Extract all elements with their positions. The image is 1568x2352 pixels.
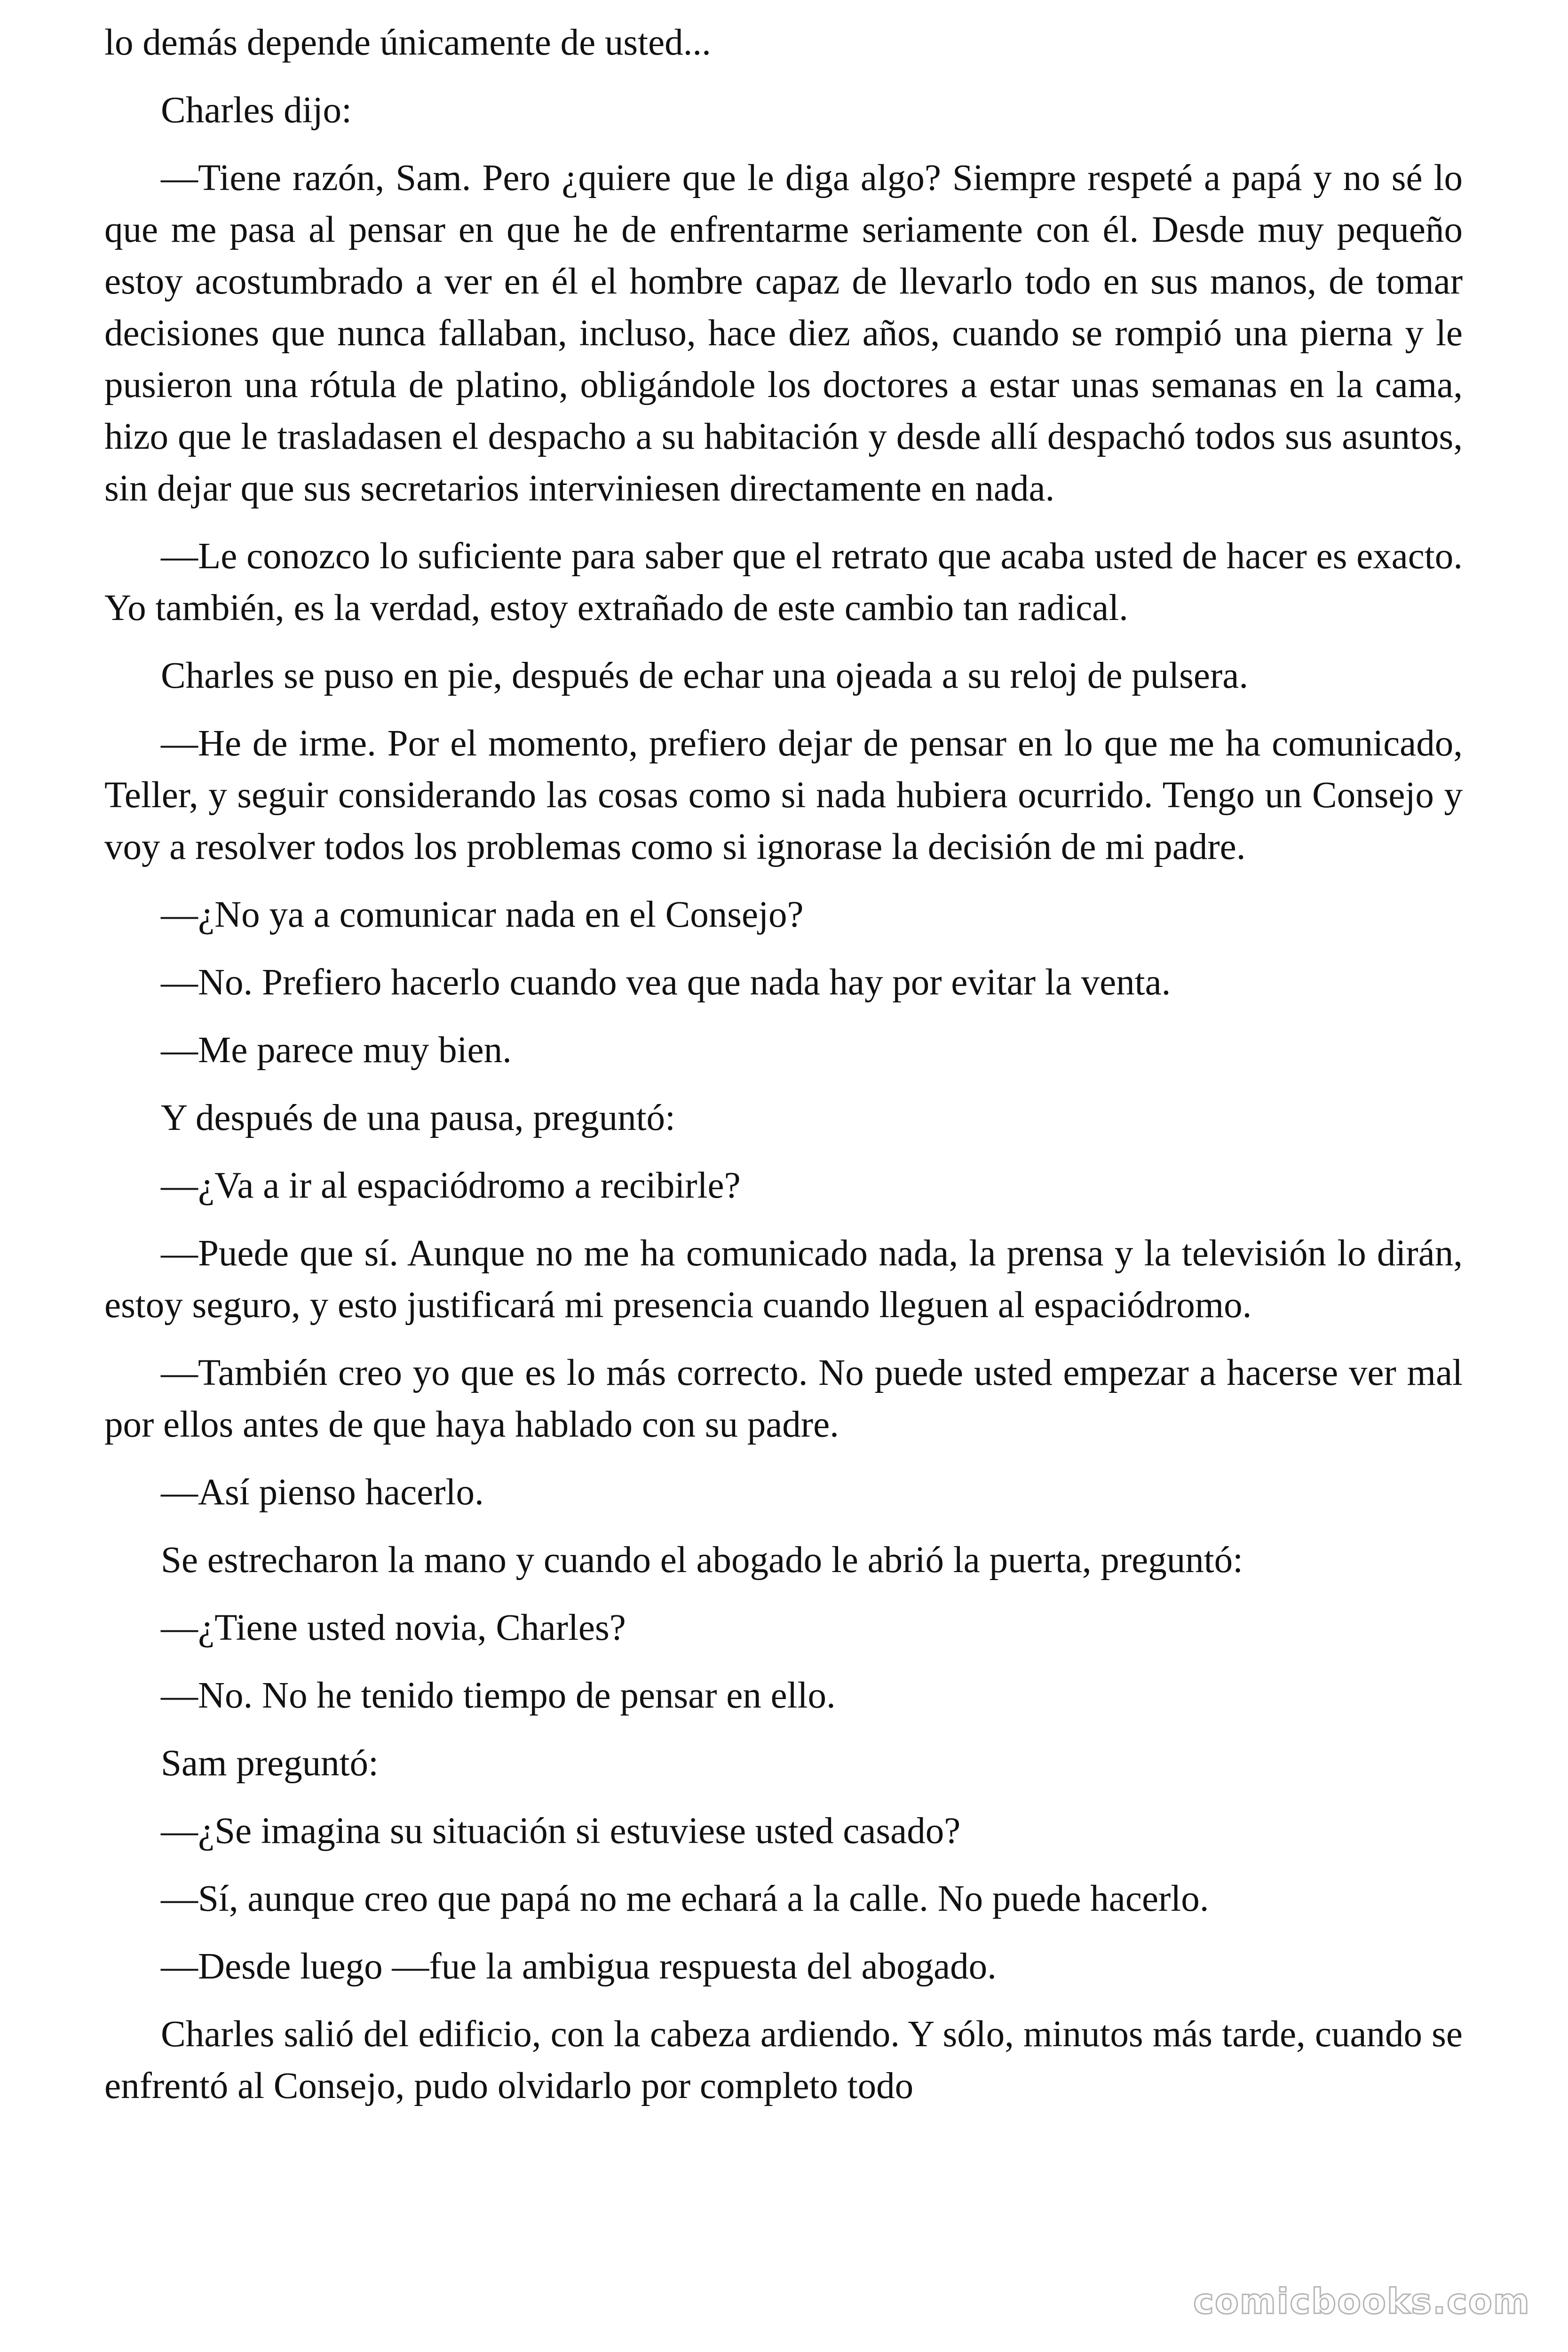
paragraph: Y después de una pausa, preguntó:	[161, 1097, 676, 1138]
paragraph: Charles se puso en pie, después de echar una ojeada a su reloj de pulsera.	[161, 655, 1249, 696]
paragraph: Charles dijo:	[161, 90, 352, 131]
paragraph: —No. Prefiero hacerlo cuando vea que nada hay por evitar la venta.	[161, 962, 1171, 1003]
paragraph: —Le conozco lo suficiente para saber que el retrato que acaba usted de hacer es exacto. Yo también, es la verdad, estoy extrañado de este cambio tan radical.	[104, 536, 1463, 628]
paragraph: —Desde luego —fue la ambigua respuesta del abogado.	[161, 1946, 997, 1987]
paragraph: —Me parece muy bien.	[161, 1030, 512, 1071]
paragraph: Charles salió del edificio, con la cabeza ardiendo. Y sólo, minutos más tarde, cuando se enfrentó al Consejo, pudo olvidarlo por completo todo	[104, 2014, 1463, 2106]
paragraph: —También creo yo que es lo más correcto. No puede usted empezar a hacerse ver mal por ellos antes de que haya hablado con su padre.	[104, 1352, 1463, 1445]
paragraph: —Sí, aunque creo que papá no me echará a la calle. No puede hacerlo.	[161, 1878, 1209, 1919]
paragraph: —¿No ya a comunicar nada en el Consejo?	[161, 894, 804, 935]
paragraph: —Puede que sí. Aunque no me ha comunicado nada, la prensa y la televisión lo dirán, estoy seguro, y esto justificará mi presencia cuando lleguen al espaciódromo.	[104, 1233, 1463, 1326]
book-page	[104, 17, 1463, 2128]
paragraph: Sam preguntó:	[161, 1743, 379, 1784]
paragraph: —¿Va a ir al espaciódromo a recibirle?	[161, 1165, 741, 1206]
paragraph: lo demás depende únicamente de usted...	[104, 22, 711, 63]
paragraph: Se estrecharon la mano y cuando el abogado le abrió la puerta, preguntó:	[161, 1540, 1243, 1581]
paragraph: —He de irme. Por el momento, prefiero dejar de pensar en lo que me ha comunicado, Teller, y seguir considerando las cosas como si nada hubiera ocurrido. Tengo un Consejo y voy a resolver todos los problemas como si ignorase la decisión de mi padre.	[104, 723, 1463, 867]
paragraph: —Tiene razón, Sam. Pero ¿quiere que le diga algo? Siempre respeté a papá y no sé lo que me pasa al pensar en que he de enfrentarme seriamente con él. Desde muy pequeño estoy acostumbrado a ver en él el hombre capaz de llevarlo todo en sus manos, de tomar decisiones que nunca fallaban, incluso, hace diez años, cuando se rompió una pierna y le pusieron una rótula de platino, obligándole los doctores a estar unas semanas en la cama, hizo que le trasladasen el despacho a su habitación y desde allí despachó todos sus asuntos, sin dejar que sus secretarios interviniesen directamente en nada.	[104, 158, 1463, 509]
paragraph: —¿Tiene usted novia, Charles?	[161, 1607, 626, 1648]
paragraph: —No. No he tenido tiempo de pensar en ello.	[161, 1675, 836, 1716]
paragraph: —¿Se imagina su situación si estuviese usted casado?	[161, 1811, 961, 1851]
paragraph: —Así pienso hacerlo.	[161, 1472, 484, 1513]
watermark: comicbooks.com	[1193, 2281, 1530, 2322]
